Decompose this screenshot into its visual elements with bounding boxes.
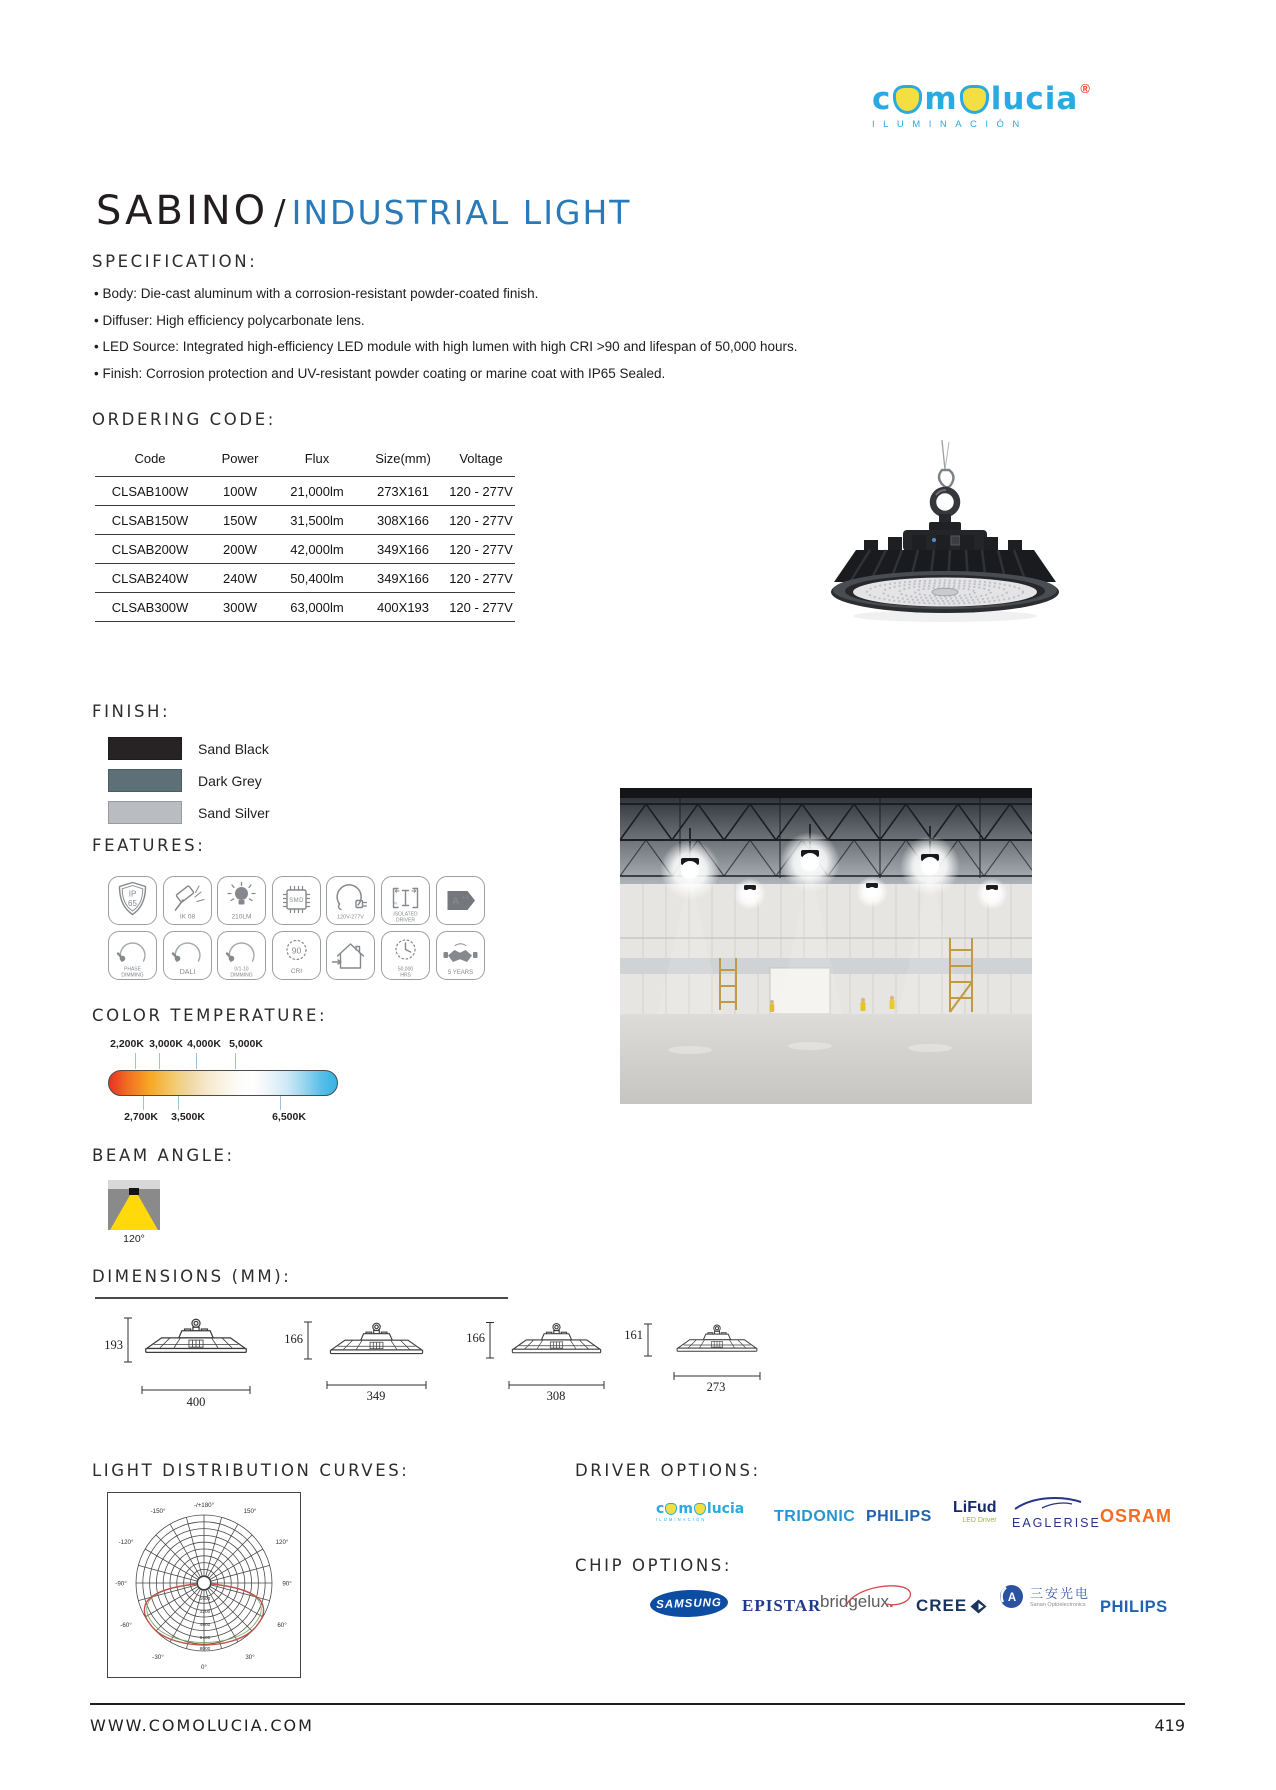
svg-text:DIMMING: DIMMING	[121, 972, 144, 979]
ordering-cell: 120 - 277V	[447, 564, 515, 593]
ordering-heading: ORDERING CODE:	[92, 410, 276, 429]
finish-heading: FINISH:	[92, 702, 171, 721]
ordering-cell: 120 - 277V	[447, 477, 515, 506]
table-row	[95, 506, 515, 535]
phase-dimming-icon	[108, 931, 157, 980]
svg-text:DRIVER: DRIVER	[396, 917, 415, 924]
svg-text:ISOLATED: ISOLATED	[393, 911, 418, 918]
svg-text:IP: IP	[128, 889, 137, 899]
bridgelux-wordmark-1: bridge	[820, 1592, 868, 1611]
svg-text:5 YEARS: 5 YEARS	[447, 970, 474, 976]
svg-text:273: 273	[706, 1380, 726, 1394]
dimension-drawing	[624, 1324, 760, 1394]
cct-label: 5,000K	[229, 1038, 263, 1050]
features-heading: FEATURES:	[92, 836, 206, 855]
table-row	[95, 535, 515, 564]
ik08-impact-icon	[163, 876, 212, 925]
logo-text: c	[656, 1501, 665, 1517]
svg-text:166: 166	[466, 1331, 485, 1345]
ordering-cell: 63,000lm	[275, 593, 359, 622]
finish-option	[108, 737, 270, 760]
ordering-cell: 200W	[205, 535, 275, 564]
bridgelux-period: .	[889, 1592, 894, 1611]
svg-text:++: ++	[461, 894, 470, 902]
logo-text: c	[872, 81, 892, 117]
hanging-hook	[939, 470, 953, 487]
dimensions-divider	[95, 1297, 508, 1299]
cree-diamond-icon	[970, 1599, 987, 1614]
ordering-cell: 308X166	[359, 506, 447, 535]
logo-subtitle: ILUMINACIÓN	[656, 1517, 707, 1522]
svg-text:8000: 8000	[199, 1647, 211, 1652]
svg-text:0°: 0°	[201, 1664, 207, 1671]
svg-text:50,000: 50,000	[397, 966, 414, 973]
brand-sanan	[998, 1583, 1090, 1610]
voltage-plug-icon	[326, 876, 375, 925]
logo-text: m	[678, 1501, 693, 1517]
svg-text:65: 65	[128, 899, 137, 908]
lumen-bulb-icon	[217, 876, 266, 925]
color-temperature-heading: COLOR TEMPERATURE:	[92, 1006, 328, 1025]
svg-text:PHASE: PHASE	[124, 966, 141, 973]
ordering-cell: CLSAB100W	[95, 477, 205, 506]
svg-text:HRS: HRS	[400, 972, 411, 979]
brand-cree	[916, 1596, 987, 1616]
svg-text:60°: 60°	[277, 1622, 287, 1629]
column-header: Power	[205, 440, 275, 477]
logo-text: m	[924, 81, 958, 117]
svg-text:A: A	[1007, 1592, 1017, 1604]
svg-text:120V-277V: 120V-277V	[337, 914, 364, 921]
beam-angle-value: 120°	[123, 1233, 145, 1245]
brand-logo	[872, 81, 1090, 130]
cct-tick	[235, 1053, 236, 1069]
brand-epistar: EPISTAR	[742, 1596, 822, 1615]
spec-bullet: • Body: Die-cast aluminum with a corrosion-resistant powder-coated finish.	[94, 281, 798, 308]
smd-chip-icon	[272, 876, 321, 925]
warehouse-photo	[620, 788, 1032, 1104]
svg-text:193: 193	[104, 1338, 123, 1352]
ordering-cell: CLSAB300W	[95, 593, 205, 622]
svg-text:0/1-10: 0/1-10	[234, 966, 249, 973]
ordering-cell: 42,000lm	[275, 535, 359, 564]
dimension-drawing	[284, 1322, 426, 1403]
brand-osram: OSRAM	[1100, 1506, 1172, 1526]
svg-text:120°: 120°	[275, 1539, 289, 1546]
finish-label: Sand Silver	[198, 804, 270, 821]
lifud-subtitle: LED Driver	[962, 1517, 997, 1524]
product-name: SABINO	[96, 188, 269, 234]
svg-text:IK 08: IK 08	[179, 913, 196, 921]
finish-option	[108, 801, 270, 824]
svg-text:-150°: -150°	[150, 1508, 166, 1515]
footer-divider	[90, 1703, 1185, 1705]
chip-options-heading: CHIP OPTIONS:	[575, 1556, 733, 1575]
svg-text:N: N	[394, 901, 397, 906]
logo-o-icon	[960, 85, 989, 114]
ordering-cell: 120 - 277V	[447, 535, 515, 564]
cct-tick	[196, 1053, 197, 1069]
column-header: Flux	[275, 440, 359, 477]
column-header: Size(mm)	[359, 440, 447, 477]
svg-text:30°: 30°	[245, 1654, 255, 1661]
bridgelux-wordmark-2: lux	[867, 1592, 889, 1611]
brand-lifud	[953, 1499, 997, 1524]
light-distribution-heading: LIGHT DISTRIBUTION CURVES:	[92, 1461, 410, 1480]
svg-text:-30°: -30°	[152, 1654, 164, 1661]
beam-angle-icon	[108, 1180, 160, 1230]
zero-one-ten-dimming-icon	[217, 931, 266, 980]
cct-label: 3,500K	[171, 1111, 205, 1123]
bridgelux-swoosh-icon	[838, 1582, 916, 1610]
logo-text: lucia	[706, 1501, 745, 1517]
sanan-cjk-name: 三安光电	[1030, 1586, 1091, 1601]
svg-text:90°: 90°	[282, 1580, 292, 1588]
brand-comolucia	[656, 1502, 744, 1522]
dimensions-heading: DIMENSIONS (MM):	[92, 1267, 292, 1286]
cct-label: 2,700K	[124, 1111, 158, 1123]
dali-dimming-icon	[163, 931, 212, 980]
cct-tick	[135, 1053, 136, 1069]
ordering-cell: 349X166	[359, 564, 447, 593]
title-separator: /	[274, 193, 286, 233]
beam-angle-heading: BEAM ANGLE:	[92, 1146, 235, 1165]
dimension-drawing	[466, 1323, 604, 1404]
registered-mark: ®	[1080, 81, 1090, 96]
logo-o-icon	[694, 1503, 706, 1515]
ordering-cell: 349X166	[359, 535, 447, 564]
energy-class-icon	[436, 876, 485, 925]
svg-text:-120°: -120°	[118, 1539, 134, 1546]
svg-text:150°: 150°	[243, 1508, 257, 1515]
column-header: Code	[95, 440, 205, 477]
svg-text:161: 161	[624, 1328, 643, 1342]
ordering-table	[95, 440, 515, 622]
svg-text:308: 308	[546, 1389, 566, 1403]
cct-tick	[280, 1096, 281, 1110]
beam-fixture	[129, 1188, 139, 1195]
logo-o-icon	[893, 85, 922, 114]
ordering-cell: 100W	[205, 477, 275, 506]
ordering-cell: 300W	[205, 593, 275, 622]
svg-text:DIMMING: DIMMING	[230, 972, 253, 979]
svg-text:6400: 6400	[199, 1636, 211, 1641]
ordering-cell: 240W	[205, 564, 275, 593]
table-header-row	[95, 440, 515, 477]
brand-philips-chip: PHILIPS	[1100, 1598, 1168, 1616]
ip65-shield-icon	[108, 876, 157, 925]
logo-text: lucia	[990, 81, 1079, 117]
svg-text:349: 349	[366, 1389, 386, 1403]
svg-text:210LM: 210LM	[231, 913, 252, 921]
svg-text:166: 166	[284, 1332, 303, 1346]
dimension-drawing	[104, 1318, 250, 1409]
warranty-handshake-icon	[436, 931, 485, 980]
cree-wordmark: CREE	[916, 1596, 968, 1615]
logo-subtitle: ILUMINACIÓN	[872, 119, 1028, 130]
isolated-driver-icon	[381, 876, 430, 925]
ordering-cell: 150W	[205, 506, 275, 535]
svg-text:CRI: CRI	[290, 968, 303, 975]
cct-label: 4,000K	[187, 1038, 221, 1050]
page-title	[96, 188, 631, 234]
cct-label: 3,000K	[149, 1038, 183, 1050]
sanan-logo-icon	[998, 1583, 1025, 1610]
spec-bullet: • LED Source: Integrated high-efficiency LED module with high lumen with high CRI >90 and lifespan of 50,000 hours.	[94, 334, 798, 361]
samsung-wordmark: SAMSUNG	[655, 1596, 723, 1611]
sanan-subtitle: Sanan Optoelectronics	[1030, 1602, 1086, 1608]
brand-bridgelux	[820, 1592, 894, 1612]
cct-label: 2,200K	[110, 1038, 144, 1050]
color-swatch	[108, 737, 182, 760]
lifud-wordmark: LiFud	[953, 1499, 997, 1516]
svg-text:1600: 1600	[199, 1597, 211, 1602]
svg-text:400: 400	[186, 1395, 206, 1409]
finish-label: Sand Black	[198, 740, 269, 757]
specification-heading: SPECIFICATION:	[92, 252, 258, 271]
specification-list	[94, 281, 798, 387]
color-temperature-gradient-bar	[108, 1070, 338, 1096]
ordering-cell: 400X193	[359, 593, 447, 622]
cct-tick	[159, 1053, 160, 1069]
table-row	[95, 477, 515, 506]
indoor-house-icon	[326, 931, 375, 980]
logo-o-icon	[665, 1503, 677, 1515]
eaglerise-swoosh-icon	[1012, 1495, 1084, 1511]
ordering-cell: 31,500lm	[275, 506, 359, 535]
light-distribution-chart	[107, 1492, 301, 1678]
brand-samsung	[650, 1589, 729, 1619]
driver-options-heading: DRIVER OPTIONS:	[575, 1461, 761, 1480]
ordering-cell: 273X161	[359, 477, 447, 506]
dimension-drawings	[95, 1312, 795, 1412]
svg-text:-/+180°: -/+180°	[193, 1502, 215, 1509]
spec-bullet: • Diffuser: High efficiency polycarbonate lens.	[94, 308, 798, 335]
brand-tridonic: TRIDONIC	[774, 1508, 856, 1525]
color-swatch	[108, 801, 182, 824]
svg-text:-90°: -90°	[115, 1580, 127, 1588]
cct-label: 6,500K	[272, 1111, 306, 1123]
ordering-cell: 50,400lm	[275, 564, 359, 593]
svg-text:90: 90	[291, 945, 302, 956]
svg-text:SMD: SMD	[289, 898, 304, 904]
finish-label: Dark Grey	[198, 772, 262, 789]
svg-text:4800: 4800	[199, 1623, 211, 1628]
ordering-cell: CLSAB200W	[95, 535, 205, 564]
svg-text:A: A	[451, 895, 460, 908]
finish-option	[108, 769, 270, 792]
table-row	[95, 564, 515, 593]
brand-philips-driver: PHILIPS	[866, 1508, 932, 1525]
svg-text:3200: 3200	[199, 1610, 211, 1615]
ordering-cell: 21,000lm	[275, 477, 359, 506]
svg-text:DALI: DALI	[179, 969, 196, 976]
table-row	[95, 593, 515, 622]
brand-eaglerise	[1012, 1495, 1101, 1530]
svg-text:-60°: -60°	[120, 1622, 132, 1629]
ordering-cell: CLSAB240W	[95, 564, 205, 593]
ordering-cell: 120 - 277V	[447, 593, 515, 622]
product-category: INDUSTRIAL LIGHT	[291, 193, 632, 232]
column-header: Voltage	[447, 440, 515, 477]
product-photo	[790, 440, 1100, 650]
ordering-cell: 120 - 277V	[447, 506, 515, 535]
spec-bullet: • Finish: Corrosion protection and UV-resistant powder coating or marine coat with IP65 Sealed.	[94, 361, 798, 388]
cri-icon	[272, 931, 321, 980]
eaglerise-wordmark: EAGLERISE	[1012, 1516, 1101, 1530]
cct-tick	[178, 1096, 179, 1110]
footer-website: WWW.COMOLUCIA.COM	[90, 1716, 314, 1735]
footer-page-number: 419	[1154, 1716, 1185, 1735]
ordering-cell: CLSAB150W	[95, 506, 205, 535]
lifespan-clock-icon	[381, 931, 430, 980]
finish-options	[108, 737, 270, 833]
color-swatch	[108, 769, 182, 792]
cct-tick	[143, 1096, 144, 1110]
